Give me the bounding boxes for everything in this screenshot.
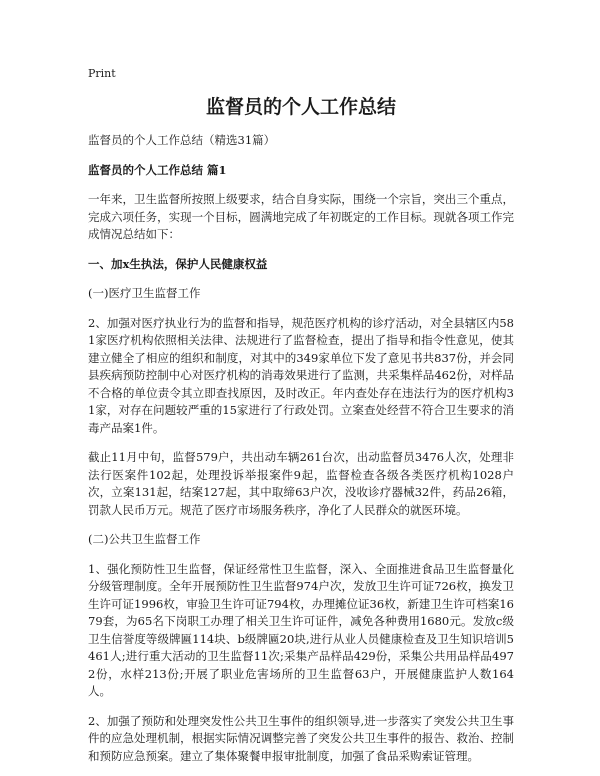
document-subtitle: 监督员的个人工作总结（精选31篇） — [88, 133, 276, 147]
intro-paragraph: 一年来，卫生监督所按照上级要求，结合自身实际，围绕一个宗旨，突出三个重点，完成六项任务，实现一个目标，圆满地完成了年初既定的工作目标。现就各项工作完成情况总结如下： — [88, 192, 514, 241]
article-heading: 监督员的个人工作总结 篇1 — [88, 162, 227, 177]
section-heading-1: 一、加x生执法，保护人民健康权益 — [88, 256, 268, 271]
paragraph-medical-supervision: 2、加强对医疗执业行为的监督和指导，规范医疗机构的诊疗活动，对全县辖区内581家医疗机构依照相关法律、法规进行了监督检查，提出了指导和指令性意见，使其建立健全了相应的组织和制度，对其中的349家单位下发了意见书共837份，并会同县疾病预防控制中心对医疗机构的消毒效果进行了监测，共采集样品462份，对样品不合格的单位责令其立即查找原因，及时改正。年内查处存在违法行为的医疗机构31家，对存在问题较严重的15家进行了行政处罚。立案查处经营不符合卫生要求的消毒产品案1件。 — [88, 315, 514, 435]
page-title: 监督员的个人工作总结 — [205, 96, 396, 118]
subsection-heading-public-health: (二)公共卫生监督工作 — [88, 532, 201, 546]
paragraph-statistics: 截止11月中旬，监督579户，共出动车辆261台次，出动监督员3476人次，处理非法行医案件102起，处理投诉举报案件9起，监督检查各级各类医疗机构1028户次，立案131起，结案127起，其中取缔63户次，没收诊疗器械32件，药品26箱，罚款人民币万元。规范了医疗市场服务秩序，净化了人民群众的就医环境。 — [88, 450, 514, 517]
subsection-heading-medical: (一)医疗卫生监督工作 — [88, 286, 201, 300]
paragraph-preventive-supervision: 1、强化预防性卫生监督，保证经常性卫生监督，深入、全面推进食品卫生监督量化分级管理制度。全年开展预防性卫生监督974户次，发放卫生许可证726枚，换发卫生许可证1996枚，审验卫生许可证794枚，办理摊位证36枚，新建卫生许可档案1679套，为65名下岗职工办理了相关卫生许可证件，减免各种费用1680元。发放c级卫生信誉度等级牌匾114块、b级牌匾20块,进行从业人员健康检查及卫生知识培训5461人;进行重大活动的卫生监督11次;采集产品样品429份，采集公共用品样品4972份，水样213份;开展了职业危害场所的卫生监督63户，开展健康监护人数164人。 — [88, 561, 514, 698]
print-link[interactable]: Print — [88, 67, 116, 80]
paragraph-emergency-handling: 2、加强了预防和处理突发性公共卫生事件的组织领导,进一步落实了突发公共卫生事件的应急处理机制，根据实际情况调整完善了突发公共卫生事件的报告、救治、控制和预防应急预案。建立了集体聚餐申报审批制度，加强了食品采购索证管理。 — [88, 713, 514, 763]
